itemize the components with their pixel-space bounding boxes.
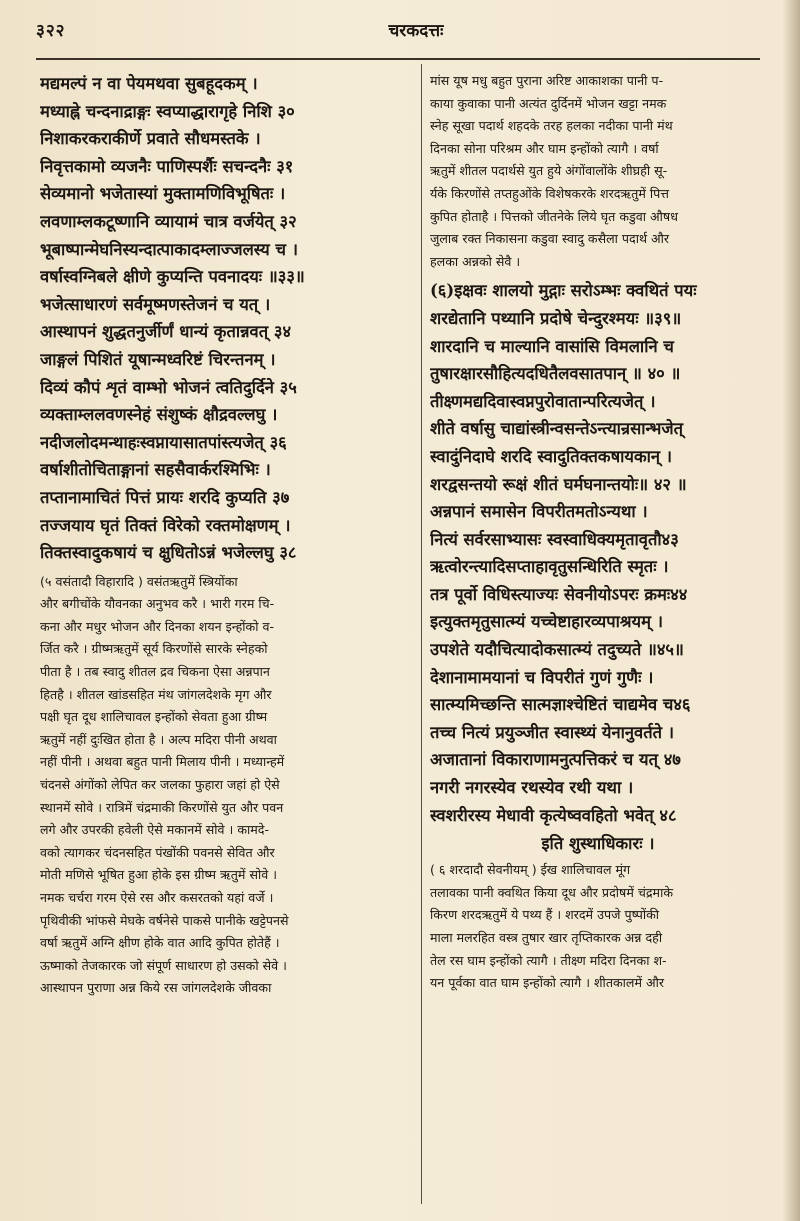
verse-line: स्वशरीरस्य मेधावी कृत्येष्ववहितो भवेत् ४८	[430, 805, 677, 825]
verse-line: तत्र पूर्वो विधिस्त्याज्यः सेवनीयोऽपरः क्रमः४४	[430, 584, 688, 604]
commentary-line: वको त्यागकर चंदनसहित पंखोंकी पवनसे सेवित और	[40, 844, 275, 860]
commentary-line: काया कुवाका पानी अत्यंत दुर्दिनमें भोजन खट्टा नमक	[430, 95, 667, 111]
verse-line: तज्जयाय घृतं तिक्तं विरेको रक्तमोक्षणम् ।	[40, 515, 291, 535]
left-commentary	[40, 571, 412, 1000]
right-column	[430, 70, 766, 1210]
header-rule	[36, 58, 760, 60]
verse-line: जाङ्गलं पिशितं यूषान्मध्वरिष्टं चिरन्तनम् ।	[40, 349, 276, 369]
commentary-line: किरण शरदऋतुमें ये पथ्य हैं । शरदमें उपजे पुष्पोंकी	[430, 907, 660, 923]
commentary-line: कना और मधुर भोजन और दिनका शयन इन्होंको व-	[40, 618, 275, 634]
verse-line: आस्थापनं शुद्धतनुर्जीर्णं धान्यं कृतान्नवत् ३४	[40, 322, 292, 342]
verse-line: शारदानि च माल्यानि वासांसि विमलानि च	[430, 336, 674, 356]
right-verse-block	[430, 277, 766, 829]
left-column	[40, 70, 412, 1210]
commentary-line: लगे और उपरकी हवेली ऐसे मकानमें सोवे । कामदे-	[40, 822, 270, 838]
commentary-line: पृथिवीकी भांफसे मेघके वर्षनेसे पाकसे पानीके खट्टेपनसे	[40, 912, 289, 928]
commentary-line: आस्थापन पुराणा अन्न किये रस जांगलदेशके जीवका	[40, 980, 272, 996]
commentary-line: नहीं पीनी । अथवा बहुत पानी मिलाय पीनी । मध्यान्हमें	[40, 754, 285, 770]
page-edge-shadow	[782, 0, 800, 1221]
verse-line: सेव्यमानो भजेतास्यां मुक्तामणिविभूषितः ।	[40, 184, 286, 204]
verse-line: ऋत्वोरन्त्यादिसप्ताहावृतुसन्धिरिति स्मृतः ।	[430, 557, 669, 577]
verse-line: निशाकरकराकीर्णे प्रवाते सौधमस्तके ।	[40, 129, 261, 149]
verse-line: मद्यमल्पं न वा पेयमथवा सुबहूदकम् ।	[40, 74, 258, 93]
verse-line: नित्यं सर्वरसाभ्यासः स्वस्वाधिक्यमृतावृतौ४३	[430, 529, 679, 549]
commentary-line: पीता है । तब स्वादु शीतल द्रव चिकना ऐसा अन्नपान	[40, 664, 270, 680]
verse-line: अन्नपानं समासेन विपरीतमतोऽन्यथा ।	[430, 502, 648, 522]
verse-line: नदीजलोदमन्थाहःस्वप्नायासातपांस्त्यजेत् ३६	[40, 432, 287, 452]
commentary-line: ( ६ शरदादौ सेवनीयम् ) ईख शालिचावल मूंग	[430, 862, 631, 878]
commentary-line: तलावका पानी क्वथित किया दूध और प्रदोषमें चंद्रमाके	[430, 884, 673, 900]
right-commentary-bottom	[430, 859, 766, 995]
verse-line: शीते वर्षासु चाद्यांस्त्रीन्वसन्तेऽन्त्यान्रसान्भजेत्	[430, 419, 684, 439]
commentary-line: माला मलरहित वस्त्र तुषार खार तृप्तिकारक अन्न दही	[430, 930, 663, 945]
commentary-line: यन पूर्वका वात घाम इन्होंको त्यागै । शीतकालमें और	[430, 975, 665, 991]
commentary-line: ऋतुमें नहीं दुःखित होता है । अल्प मदिरा पीनी अथवा	[40, 731, 277, 747]
verse-line: लवणाम्लकटूष्णानि व्यायामं चात्र वर्जयेत् ३२	[40, 211, 297, 231]
commentary-line: र्जित करै । ग्रीष्मऋतुमें सूर्य किरणोंसे सारके स्नेहको	[40, 641, 268, 657]
commentary-line: वर्षा ऋतुमें अग्नि क्षीण होके वात आदि कुपित होतेहैं ।	[40, 935, 280, 951]
left-verse-block	[40, 70, 412, 567]
commentary-line: स्थानमें सोवे । रात्रिमें चंद्रमाकी किरणोंसे युत और पवन	[40, 799, 284, 815]
verse-line: तुषारक्षारसौहित्यदधितैलवसातपान् ॥ ४० ॥	[430, 364, 681, 384]
verse-line: तच्च नित्यं प्रयुञ्जीत स्वास्थ्यं येनानुवर्तते ।	[430, 722, 675, 742]
column-divider	[421, 64, 422, 1204]
verse-line: तिक्तस्वादुकषायं च क्षुधितोऽन्नं भजेल्लघु ३८	[40, 543, 297, 563]
verse-line: इत्युक्तमृतुसात्म्यं यच्चेष्टाहारव्यपाश्रयम् ।	[430, 612, 663, 632]
commentary-line: नमक चर्चरा गरम ऐसे रस और कसरतको यहां वर्जे ।	[40, 890, 274, 905]
verse-line: मध्याह्ने चन्दनाद्राङ्गः स्वप्याद्धारागृहे निशि ३०	[40, 101, 295, 121]
verse-line: भजेत्साधारणं सर्वमूष्मणस्तेजनं च यत् ।	[40, 294, 271, 314]
commentary-line: स्नेह सूखा पदार्थ शहदके तरह हलका नदीका पानी मंथ	[430, 118, 673, 134]
commentary-line: हितहै । शीतल खांडसहित मंथ जांगलदेशके मृग और	[40, 686, 272, 702]
verse-line: (६)इक्षवः शालयो मुद्गाः सरोऽम्भः क्वथितं पयः	[430, 281, 697, 301]
page-number: ३२२	[36, 21, 66, 41]
verse-line: शरद्वसन्तयो रूक्षं शीतं घर्मघनान्तयोः॥ ४२ ॥	[430, 474, 687, 494]
verse-line: वर्षास्वग्निबले क्षीणे कुप्यन्ति पवनादयः ॥३३॥	[40, 267, 305, 287]
verse-line: स्वादुंनिदाघे शरदि स्वादुतिक्तकषायकान् ।	[430, 446, 673, 466]
verse-line: नगरी नगरस्येव रथस्येव रथी यथा ।	[430, 778, 634, 798]
verse-line: तीक्ष्णमद्यदिवास्वप्नपुरोवातान्परित्यजेत् ।	[430, 391, 656, 411]
commentary-line: ऊष्माको तेजकारक जो संपूर्ण साधारण हो उसको सेवे ।	[40, 957, 287, 973]
verse-line: उपशेते यदौचित्यादोकसात्म्यं तदुच्यते ॥४५॥	[430, 640, 684, 660]
page-header	[36, 18, 764, 46]
verse-line: तप्तानामाचितं पित्तं प्रायः शरदि कुप्यति ३७	[40, 487, 290, 507]
commentary-line: ऋतुमें शीतल पदार्थसे युत हुये अंगोंवालोंके शीघ्रही सू-	[430, 163, 668, 179]
verse-line: भूबाष्पान्मेघनिस्यन्दात्पाकादम्लाज्जलस्य च ।	[40, 239, 298, 259]
right-commentary-top	[430, 70, 766, 273]
verse-line: सात्म्यमिच्छन्ति सात्मज्ञाश्चेष्टितं चाद्यमेव च४६	[430, 695, 691, 715]
verse-line: दिव्यं कौपं शृतं वाम्भो भोजनं त्वतिदुर्दिने ३५	[40, 377, 297, 397]
commentary-line: मोती मणिसे भूषित हुआ होके इस ग्रीष्म ऋतुमें सोवे ।	[40, 867, 277, 883]
verse-line: व्यक्ताम्ललवणस्नेहं संशुष्कं क्षौद्रवल्लघु ।	[40, 405, 278, 425]
commentary-line: र्यके किरणोंसे तप्तहुओंके विशेषकरके शरदऋतुमें पित्त	[430, 185, 669, 201]
commentary-line: दिनका सोना परिश्रम और घाम इन्होंको त्यागै । वर्षा	[430, 140, 659, 156]
commentary-line: और बगीचोंके यौवनका अनुभव करै । भारी गरम चि-	[40, 596, 275, 612]
commentary-line: कुपित होताहै । पित्तको जीतनेके लिये घृत कडुवा औषध	[430, 208, 678, 224]
commentary-line: मांस यूष मधु बहुत पुराना अरिष्ट आकाशका पानी प-	[430, 73, 664, 88]
commentary-line: जुलाब रक्त निकासना कडुवा स्वादु कसैला पदार्थ और	[430, 231, 670, 247]
verse-line: अजातानां विकाराणामनुत्पत्तिकरं च यत् ४७	[430, 750, 681, 770]
verse-line: देशानामामयानां च विपरीतं गुणं गुणैः ।	[430, 667, 654, 687]
verse-line: निवृत्तकामो व्यजनैः पाणिस्पर्शैः सचन्दनैः ३१	[40, 156, 294, 176]
commentary-line: तेल रस घाम इन्होंको त्यागै । तीक्ष्ण मदिरा दिनका श-	[430, 952, 667, 968]
verse-line: वर्षाशीतोचिताङ्गानां सहसैवार्करश्मिभिः ।	[40, 460, 271, 480]
commentary-line: चंदनसे अंगोंको लेपित कर जलका फुहारा जहां हो ऐसे	[40, 777, 280, 793]
section-closing: इति शुस्थाधिकारः ।	[541, 834, 655, 854]
verse-line: शरद्येतानि पथ्यानि प्रदोषे चेन्दुरश्मयः ॥३९॥	[430, 308, 682, 328]
commentary-line: पक्षी घृत दूध शालिचावल इन्होंको सेवता हुआ ग्रीष्म	[40, 709, 268, 725]
running-title: चरकदत्तः	[388, 21, 444, 41]
commentary-line: हलका अन्नको सेवै ।	[430, 253, 521, 269]
commentary-line: (५ वसंतादौ विहारादि ) वसंतऋतुमें स्त्रियोंका	[40, 573, 238, 589]
